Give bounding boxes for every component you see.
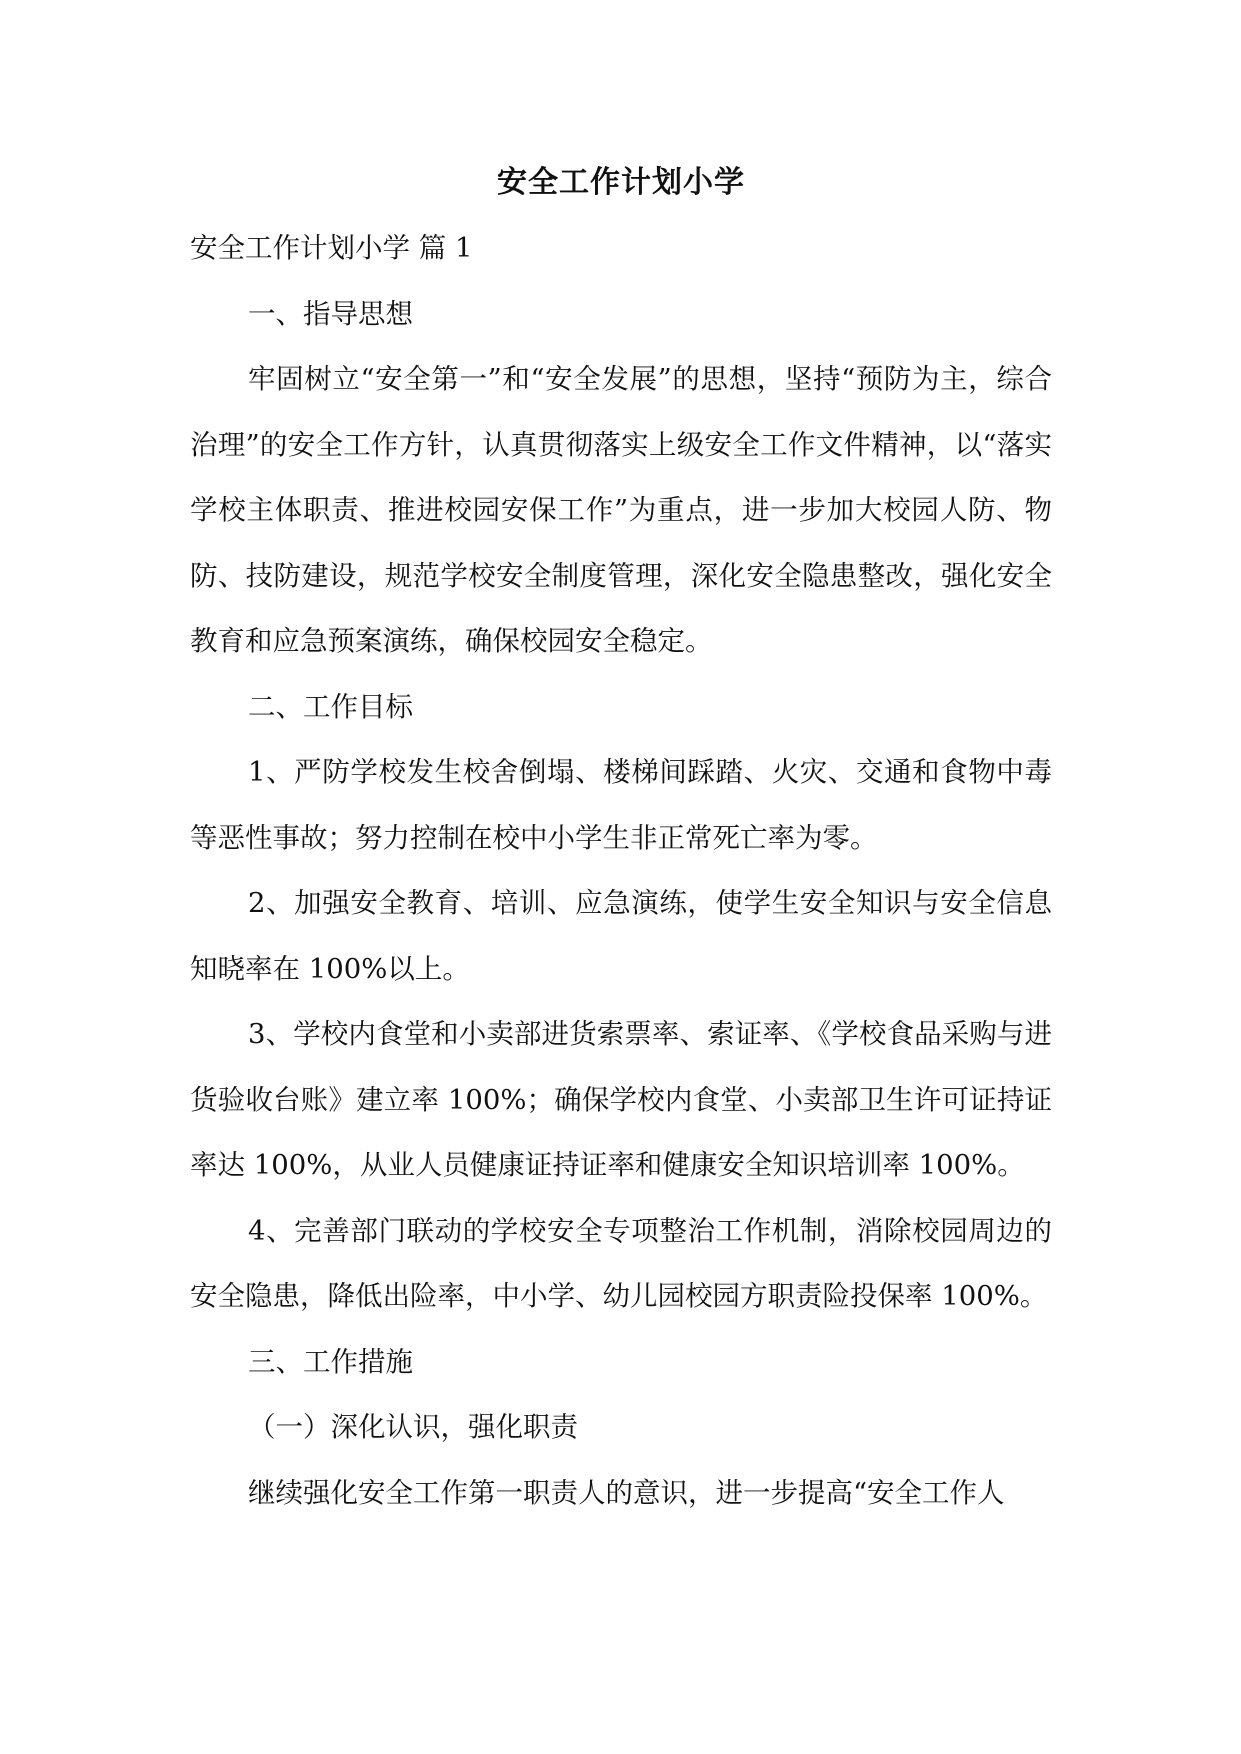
document-body	[190, 150, 1052, 1526]
paragraph-goal-1: 1、严防学校发生校舍倒塌、楼梯间踩踏、火灾、交通和食物中毒等恶性事故；努力控制在校中小学生非正常死亡率为零。	[190, 756, 1052, 854]
document-title: 安全工作计划小学	[497, 165, 745, 200]
paragraph-goal-2: 2、加强安全教育、培训、应急演练，使学生安全知识与安全信息知晓率在 100%以上。	[190, 887, 1052, 985]
subsection-heading-1: （一）深化认识，强化职责	[248, 1411, 578, 1443]
section-heading-work-measures: 三、工作措施	[248, 1345, 413, 1378]
paragraph-guiding-ideology: 牢固树立“安全第一”和“安全发展”的思想，坚持“预防为主，综合治理”的安全工作方针，认真贯彻落实上级安全工作文件精神，以“落实学校主体职责、推进校园安保工作”为重点，进一步加大校园人防、物防、技防建设，规范学校安全制度管理，深化安全隐患整改，强化安全教育和应急预案演练，确保校园安全稳定。	[190, 363, 1052, 657]
paragraph-goal-4: 4、完善部门联动的学校安全专项整治工作机制，消除校园周边的安全隐患，降低出险率，中小学、幼儿园校园方职责险投保率 100%。	[190, 1214, 1052, 1312]
paragraph-measure-1: 继续强化安全工作第一职责人的意识，进一步提高“安全工作人	[248, 1476, 1005, 1509]
section-heading-work-goals: 二、工作目标	[248, 690, 413, 723]
document-subtitle: 安全工作计划小学 篇 1	[190, 232, 473, 264]
paragraph-goal-3: 3、学校内食堂和小卖部进货索票率、索证率、《学校食品采购与进货验收台账》建立率 100%；确保学校内食堂、小卖部卫生许可证持证率达 100%，从业人员健康证持证率和健康安全知识培训率 100%。	[190, 1018, 1052, 1181]
section-heading-guiding-ideology: 一、指导思想	[248, 297, 413, 330]
